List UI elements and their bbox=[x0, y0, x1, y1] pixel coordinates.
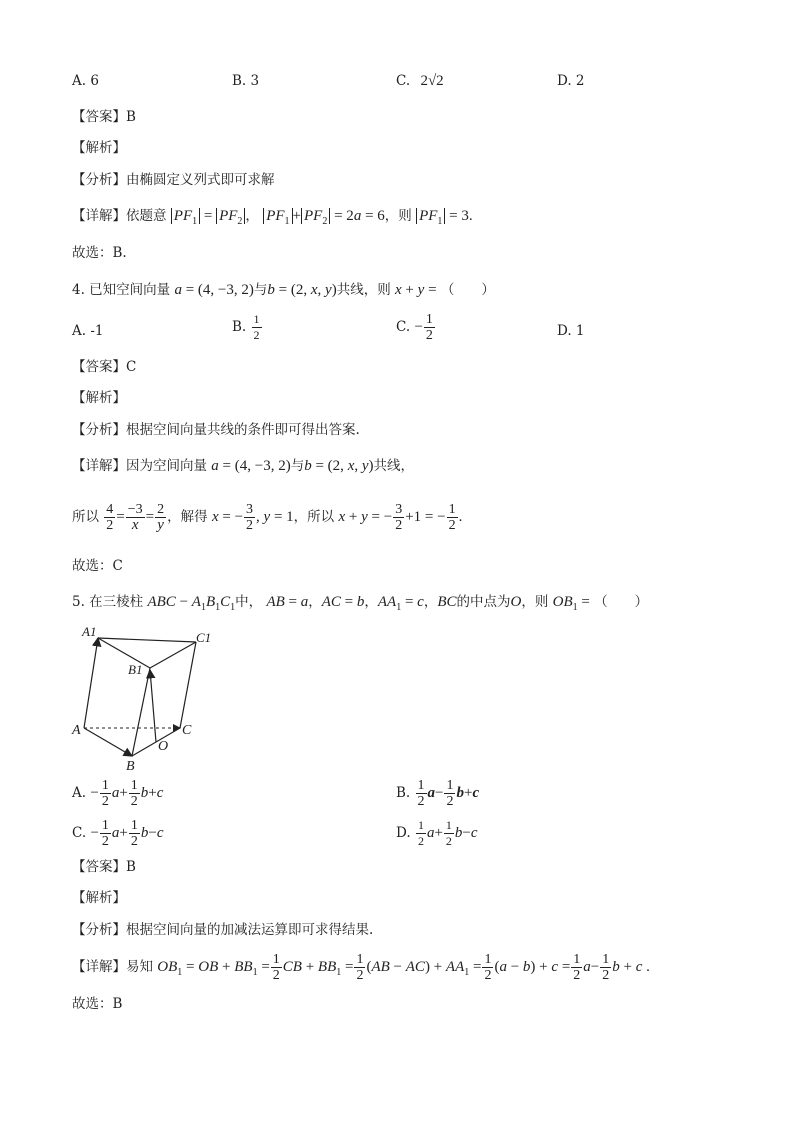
label-o: O bbox=[158, 739, 169, 754]
label-a: A bbox=[72, 723, 81, 738]
q5-option-d: D. $\frac{1}{2}$ a+ $\frac{1}{2}$ b−c bbox=[396, 818, 478, 848]
q5-option-a: A. − $\frac{1}{2}$ a+ $\frac{1}{2}$ b+c bbox=[72, 778, 164, 809]
q5-fenxi: 【分析】根据空间向量的加减法运算即可求得结果. bbox=[72, 922, 374, 938]
q3-analysis-tag: 【解析】 bbox=[72, 140, 126, 156]
q3-option-c: C. 2√2 bbox=[396, 73, 444, 89]
q4-answer: 【答案】C bbox=[72, 359, 137, 375]
q4-fenxi: 【分析】根据空间向量共线的条件即可得出答案. bbox=[72, 422, 360, 438]
q4-xiangjie-line2: 所以 $\frac{4}{2}$ = $\frac{-3}{x}$ = $\frac{2}{y}$ ，解得 x = − $\frac{3}{2}$ , y = 1，所以 x + y = − $\frac{3}{2}$ +1 = − $\frac{1}{2}$ . bbox=[72, 502, 463, 533]
q4-option-b: B. $\frac{1}{2}$ bbox=[232, 312, 260, 342]
q3-choice: 故选：B. bbox=[72, 245, 127, 261]
q3-xiangjie: 【详解】依题意 $PF_1 = PF_2$ ， $PF_1 + PF_2 = 2a = 6$，则 $PF_1 = 3$. bbox=[72, 208, 473, 227]
q5-option-c: C. − $\frac{1}{2}$ a+ $\frac{1}{2}$ b−c bbox=[72, 818, 164, 849]
q5-xiangjie: 【详解】易知 $OB_1$ = OB + $BB_1$ = $\frac{1}{2}$ CB + $BB_1$ = $\frac{1}{2}$ $(AB - AC) + AA_1$ = $\frac{1}{2}$ (a − b) + c = $\frac{1}{2}$ a− $\frac{1}{2}$ b + c . bbox=[72, 952, 650, 983]
q4-xiangjie: 【详解】因为空间向量 a = (4, −3, 2)与b = (2, x, y)共线， bbox=[72, 458, 415, 474]
q4-option-a: A. -1 bbox=[72, 323, 104, 339]
q4-option-c: C. − $\frac{1}{2}$ bbox=[396, 312, 433, 343]
label-a1: A1 bbox=[82, 624, 97, 639]
q5-analysis-tag: 【解析】 bbox=[72, 890, 126, 906]
q5-stem: 5. 在三棱柱 ABC − $A_1B_1C_1$中， AB = a，AC = b，$AA_1 = c$，BC的中点为O，则 $OB_1$ = （ ） bbox=[72, 594, 649, 613]
q5-option-b: B. $\frac{1}{2}$ a− $\frac{1}{2}$ b+c bbox=[396, 778, 480, 809]
q5-answer: 【答案】B bbox=[72, 859, 136, 875]
q4-option-d: D. 1 bbox=[557, 323, 585, 339]
q3-option-d: D. 2 bbox=[557, 73, 585, 89]
label-b: B bbox=[126, 759, 135, 770]
label-c: C bbox=[182, 723, 192, 738]
q4-choice: 故选：C bbox=[72, 558, 123, 574]
q4-analysis-tag: 【解析】 bbox=[72, 390, 126, 406]
label-b1: B1 bbox=[128, 662, 143, 677]
q3-answer: 【答案】B bbox=[72, 109, 136, 125]
q3-option-c-value: 2√2 bbox=[420, 73, 444, 89]
q3-option-b: B. 3 bbox=[232, 73, 260, 89]
q5-choice: 故选：B bbox=[72, 996, 123, 1012]
q3-option-a: A. 6 bbox=[72, 73, 99, 89]
prism-figure bbox=[70, 620, 230, 770]
label-c1: C1 bbox=[196, 630, 212, 645]
q4-stem: 4. 已知空间向量 a = (4, −3, 2)与b = (2, x, y)共线，则 x + y = （ ） bbox=[72, 282, 495, 298]
q3-fenxi: 【分析】由椭圆定义列式即可求解 bbox=[72, 172, 275, 188]
